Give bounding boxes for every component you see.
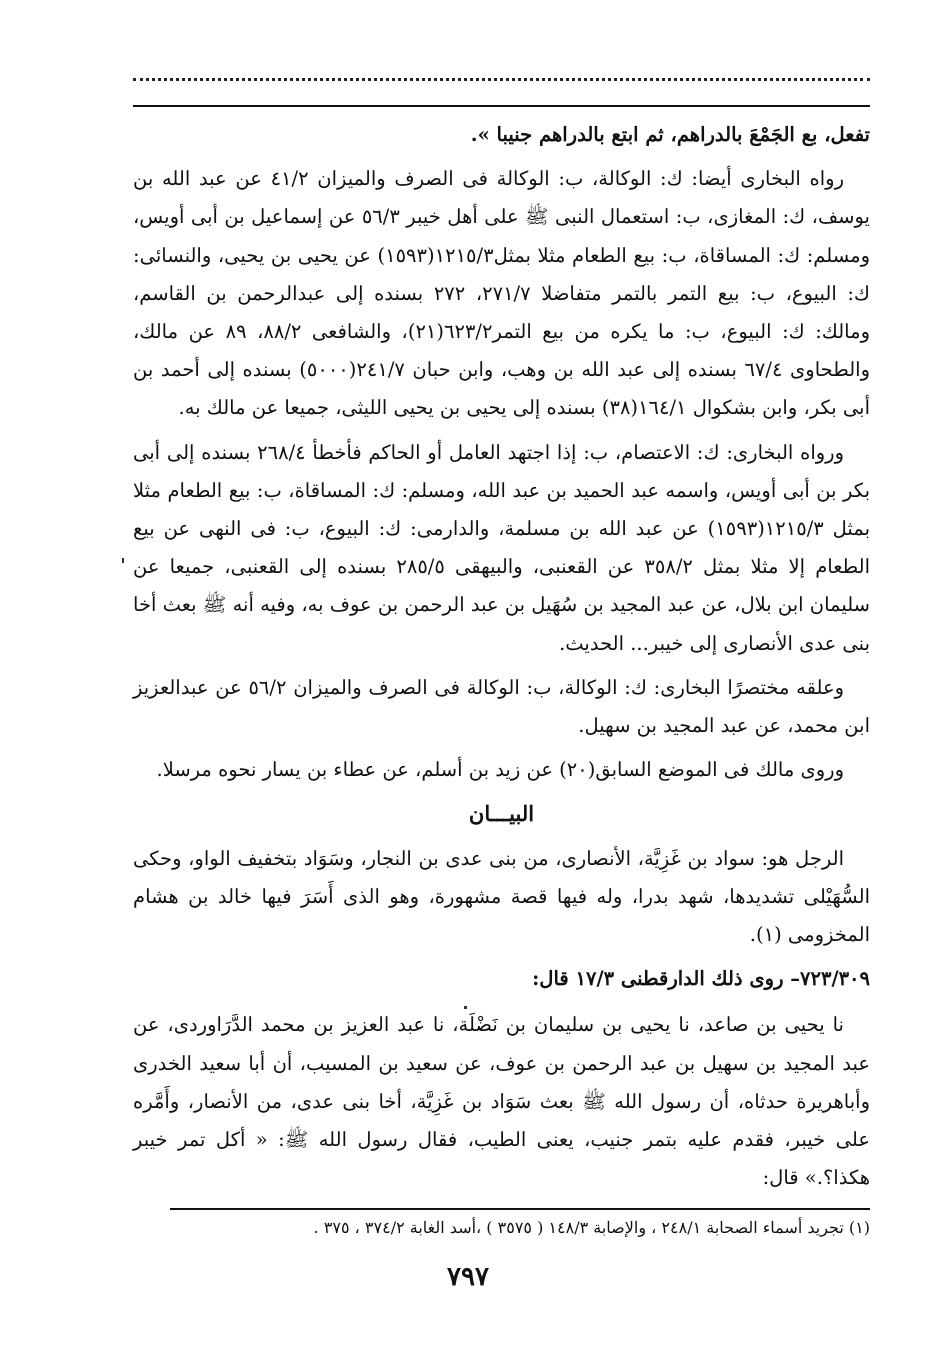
- page-number: ٧٩٧: [447, 1262, 489, 1292]
- paragraph-continuation: تفعل، بع الجَمْعَ بالدراهم، ثم ابتع بالدراهم جنيبا ».: [470, 123, 870, 146]
- page-body: [133, 116, 870, 1203]
- paragraph-takhrij-3: وعلقه مختصرًا البخارى: ك: الوكالة، ب: الوكالة فى الصرف والميزان ٥٦/٢ عن عبدالعزيز ابن محمد، عن عبد المجيد بن سهيل.: [133, 675, 870, 738]
- paragraph-takhrij-4: وروى مالك فى الموضع السابق(٢٠) عن زيد بن أسلم، عن عطاء بن يسار نحوه مرسلا.: [156, 758, 844, 782]
- paragraph-bayan: الرجل هو: سواد بن غَزِيَّة، الأنصارى، من بنى عدى بن النجار، وسَوَاد بتخفيف الواو، وحكى السُّهَيْلى تشديدها، شهد بدرا، وله فيها قصة مشهورة، وهو الذى أَسَرَ فيها خالد بن هشام المخزومى (١).: [133, 846, 870, 947]
- header-dotted-rule: [133, 78, 870, 81]
- paragraph-hadith-text: نا يحيى بن صاعد، نا يحيى بن سليمان بن نَضْلَة، نا عبد العزيز بن محمد الدَّرَاوردى، عن عبد المجيد بن سهيل بن عبد الرحمن بن عوف، عن سعيد بن المسيب، أن أبا سعيد الخدرى وأباهريرة حدثاه، أن رسول الله ﷺ بعث سَوَاد بن غَزِيَّة، أخا بنى عدى، من الأنصار، وأَمَّره على خيبر، فقدم عليه بتمر جنيب، يعنى الطيب، فقال رسول الله ﷺ: « أكل تمر خيبر هكذا؟.» قال:: [133, 1013, 870, 1190]
- scan-speck: [122, 558, 124, 563]
- footnote: (١) تجريد أسماء الصحابة ٢٤٨/١ ، والإصابة ١٤٨/٣ ( ٣٥٧٥ ) ،أسد الغابة ٣٧٤/٢ ، ٣٧٥ .: [313, 1218, 870, 1237]
- paragraph-takhrij-2: ورواه البخارى: ك: الاعتصام، ب: إذا اجتهد العامل أو الحاكم فأخطأ ٢٦٨/٤ بسنده إلى أبى بكر بن أبى أويس، واسمه عبد الحميد بن عبد الله، ومسلم: ك: المساقاة، ب: بيع الطعام مثلا بمثل ١٢١٥/٣(١٥٩٣) عن عبد الله بن مسلمة، والدارمى: ك: البيوع، ب: فى النهى عن بيع الطعام إلا مثلا بمثل ٣٥٨/٢ عن القعنبى، والبيهقى ٢٨٥/٥ بسنده إلى القعنبى، جميعا عن سليمان ابن بلال، عن عبد المجيد بن سُهَيل بن عبد الرحمن بن عوف به، وفيه أنه ﷺ بعث أخا بنى عدى الأنصارى إلى خيبر... الحديث.: [133, 440, 870, 655]
- paragraph-takhrij-1: رواه البخارى أيضا: ك: الوكالة، ب: الوكالة فى الصرف والميزان ٤١/٢ عن عبد الله بن يوسف، ك: المغازى، ب: استعمال النبى ﷺ على أهل خيبر ٥٦/٣ عن إسماعيل بن أبى أويس، ومسلم: ك: المساقاة، ب: بيع الطعام مثلا بمثل١٢١٥/٣(١٥٩٣) عن يحيى بن يحيى، والنسائى: ك: البيوع، ب: بيع التمر بالتمر متفاضلا ٢٧١/٧، ٢٧٢ بسنده إلى عبدالرحمن بن القاسم، ومالك: ك: البيوع، ب: ما يكره من بيع التمر٦٢٣/٢(٢١)، والشافعى ٨٨/٢، ٨٩ عن مالك، والطحاوى ٦٧/٤ بسنده إلى عبد الله بن وهب، وابن حبان ٢٤١/٧(٥٠٠٠) بسنده إلى أحمد بن أبى بكر، وابن بشكوال ١٦٤/١(٣٨) بسنده إلى يحيى بن يحيى الليثى، جميعا عن مالك به.: [133, 167, 870, 420]
- scan-speck: [464, 1006, 467, 1009]
- header-solid-rule: [133, 105, 870, 107]
- hadith-heading: ٧٢٣/٣٠٩– روى ذلك الدارقطنى ١٧/٣ قال:: [532, 967, 870, 991]
- section-heading-bayan: البيـــان: [468, 801, 535, 827]
- footnote-rule: [170, 1208, 870, 1210]
